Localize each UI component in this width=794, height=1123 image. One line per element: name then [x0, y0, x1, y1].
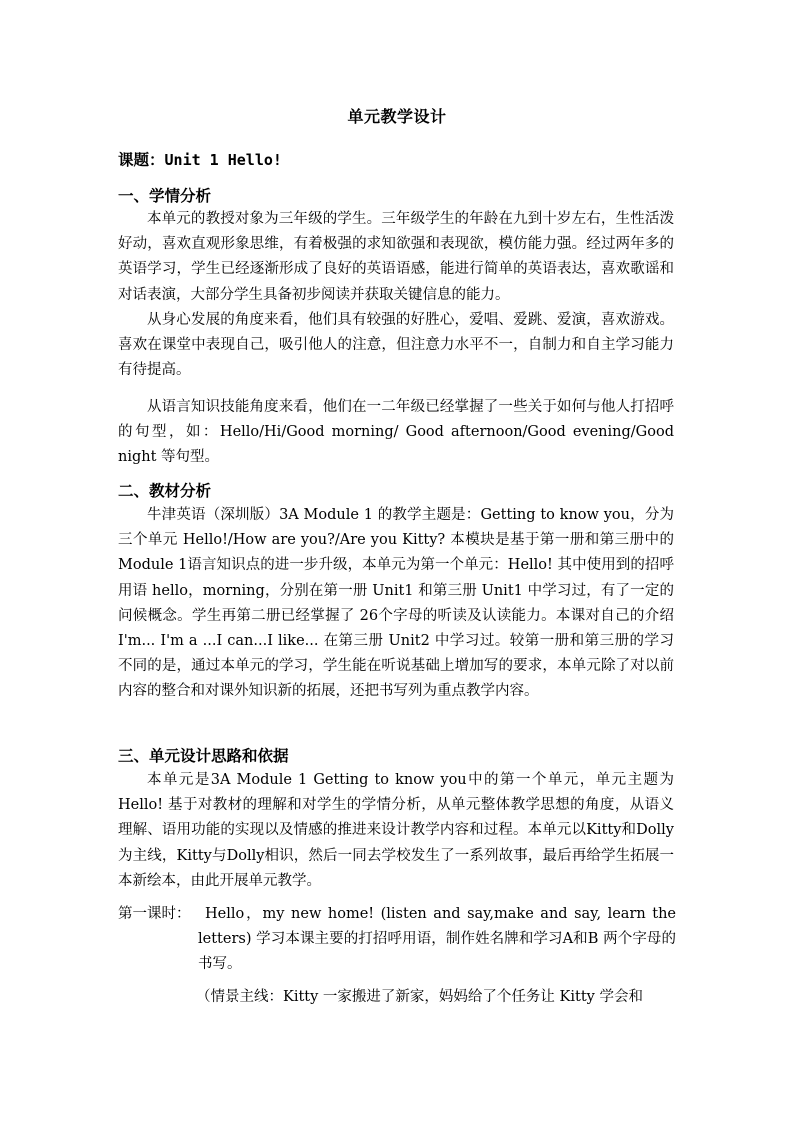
section-heading-learner-analysis: 一、学情分析	[118, 186, 212, 205]
lesson1-label: 第一课时：	[118, 906, 191, 922]
document-title: 单元教学设计	[347, 107, 447, 126]
lesson-title: Unit 1 Hello!	[164, 151, 282, 169]
paragraph: 牛津英语（深圳版）3A Module 1 的教学主题是：Getting to know you，分为三个单元 Hello!/How are you?/Are you Kitty? 本模块是基于第一册和第三册中的 Module 1语言知识点的进一步升级，本单元为第一个单元：Hello! 其中使用到的招呼用语 hello，morning，分别在第一册 Unit1 和第三册 Unit1 中学习过，有了一定的问候概念。学生再第二册已经掌握了 26个字母的听读及认读能力。本课对自己的介绍 I'm... I'm a ...I can...I like... 在第三册 Unit2 中学习过。较第一册和第三册的学习不同的是，通过本单元的学习，学生能在听说基础上增加写的要求，本单元除了对以前内容的整合和对课外知识新的拓展，还把书写列为重点教学内容。	[118, 507, 674, 700]
paragraph: 从身心发展的角度来看，他们具有较强的好胜心，爱唱、爱跳、爱演，喜欢游戏。喜欢在课堂中表现自己，吸引他人的注意，但注意力水平不一，自制力和自主学习能力有待提高。	[118, 312, 674, 379]
paragraph: 本单元的教授对象为三年级的学生。三年级学生的年龄在九到十岁左右，生性活泼好动，喜欢直观形象思维，有着极强的求知欲强和表现欲，模仿能力强。经过两年多的英语学习，学生已经逐渐形成了良好的英语语感，能进行简单的英语表达，喜欢歌谣和对话表演，大部分学生具备初步阅读并获取关键信息的能力。	[118, 211, 674, 303]
lesson-title-line	[118, 148, 282, 170]
lesson1-storyline-note: （情景主线：Kitty 一家搬进了新家，妈妈给了个任务让 Kitty 学会和	[196, 989, 643, 1005]
paragraph: 本单元是3A Module 1 Getting to know you中的第一个单元，单元主题为Hello! 基于对教材的理解和对学生的学情分析，从单元整体教学思想的角度，从语义理解、语用功能的实现以及情感的推进来设计教学内容和过程。本单元以Kitty和Dolly为主线，Kitty与Dolly相识，然后一同去学校发生了一系列故事，最后再给学生拓展一本新绘本，由此开展单元教学。	[118, 772, 674, 889]
lesson-label: 课题：	[118, 150, 165, 169]
paragraph: 从语言知识技能角度来看，他们在一二年级已经掌握了一些关于如何与他人打招呼的句型，如：Hello/Hi/Good morning/ Good afternoon/Good evening/Good night 等句型。	[118, 399, 674, 466]
section-heading-design-rationale: 三、单元设计思路和依据	[118, 746, 289, 765]
lesson1-content: Hello，my new home! (listen and say,make and say, learn the letters) 学习本课主要的打招呼用语，制作姓名牌和学习A和B 两个字母的书写。	[198, 906, 676, 973]
section-heading-textbook-analysis: 二、教材分析	[118, 481, 212, 500]
